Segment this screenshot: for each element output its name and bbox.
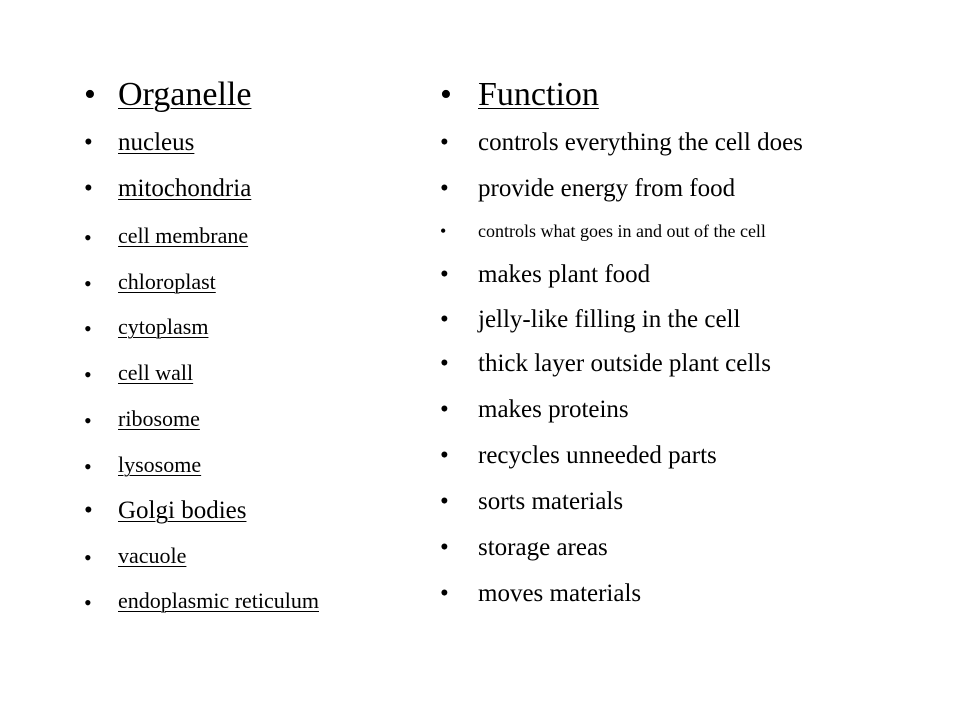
function-text: controls what goes in and out of the cell — [478, 221, 766, 241]
bullet-icon: • — [84, 129, 93, 156]
bullet-icon: • — [84, 225, 92, 250]
bullet-icon: • — [84, 545, 92, 570]
bullet-icon: • — [440, 129, 449, 156]
function-text: makes plant food — [478, 261, 651, 288]
bullet-icon: • — [440, 350, 449, 377]
organelle-name: cell wall — [118, 360, 194, 385]
function-heading: Function — [478, 76, 599, 113]
function-text: sorts materials — [478, 488, 624, 515]
function-text: makes proteins — [478, 396, 629, 423]
bullet-icon: • — [84, 362, 92, 387]
bullet-icon: • — [440, 261, 449, 288]
bullet-icon: • — [84, 76, 96, 113]
bullet-icon: • — [440, 221, 447, 241]
organelle-name: cell membrane — [118, 223, 249, 248]
function-text: controls everything the cell does — [478, 129, 803, 156]
organelle-heading: Organelle — [118, 76, 252, 113]
organelle-name: mitochondria — [118, 175, 252, 202]
bullet-icon: • — [440, 396, 449, 423]
organelle-name: lysosome — [118, 452, 202, 477]
function-text: provide energy from food — [478, 175, 736, 202]
bullet-icon: • — [84, 316, 92, 341]
bullet-icon: • — [84, 408, 92, 433]
bullet-icon: • — [440, 442, 449, 469]
function-text: moves materials — [478, 580, 642, 607]
bullet-icon: • — [440, 175, 449, 202]
organelle-name: cytoplasm — [118, 314, 209, 339]
bullet-icon: • — [440, 580, 449, 607]
bullet-icon: • — [440, 76, 452, 113]
organelle-name: ribosome — [118, 406, 200, 431]
bullet-icon: • — [440, 488, 449, 515]
bullet-icon: • — [84, 271, 92, 296]
bullet-icon: • — [84, 175, 93, 202]
bullet-icon: • — [84, 590, 92, 615]
organelle-name: Golgi bodies — [118, 497, 247, 524]
organelle-name: nucleus — [118, 129, 195, 156]
function-text: recycles unneeded parts — [478, 442, 717, 469]
bullet-icon: • — [440, 534, 449, 561]
function-text: thick layer outside plant cells — [478, 350, 771, 377]
bullet-icon: • — [84, 497, 93, 524]
function-text: storage areas — [478, 534, 608, 561]
function-text: jelly-like filling in the cell — [478, 306, 741, 333]
organelle-name: vacuole — [118, 543, 187, 568]
organelle-name: chloroplast — [118, 269, 216, 294]
organelle-name: endoplasmic reticulum — [118, 588, 319, 613]
bullet-icon: • — [84, 454, 92, 479]
bullet-icon: • — [440, 306, 449, 333]
